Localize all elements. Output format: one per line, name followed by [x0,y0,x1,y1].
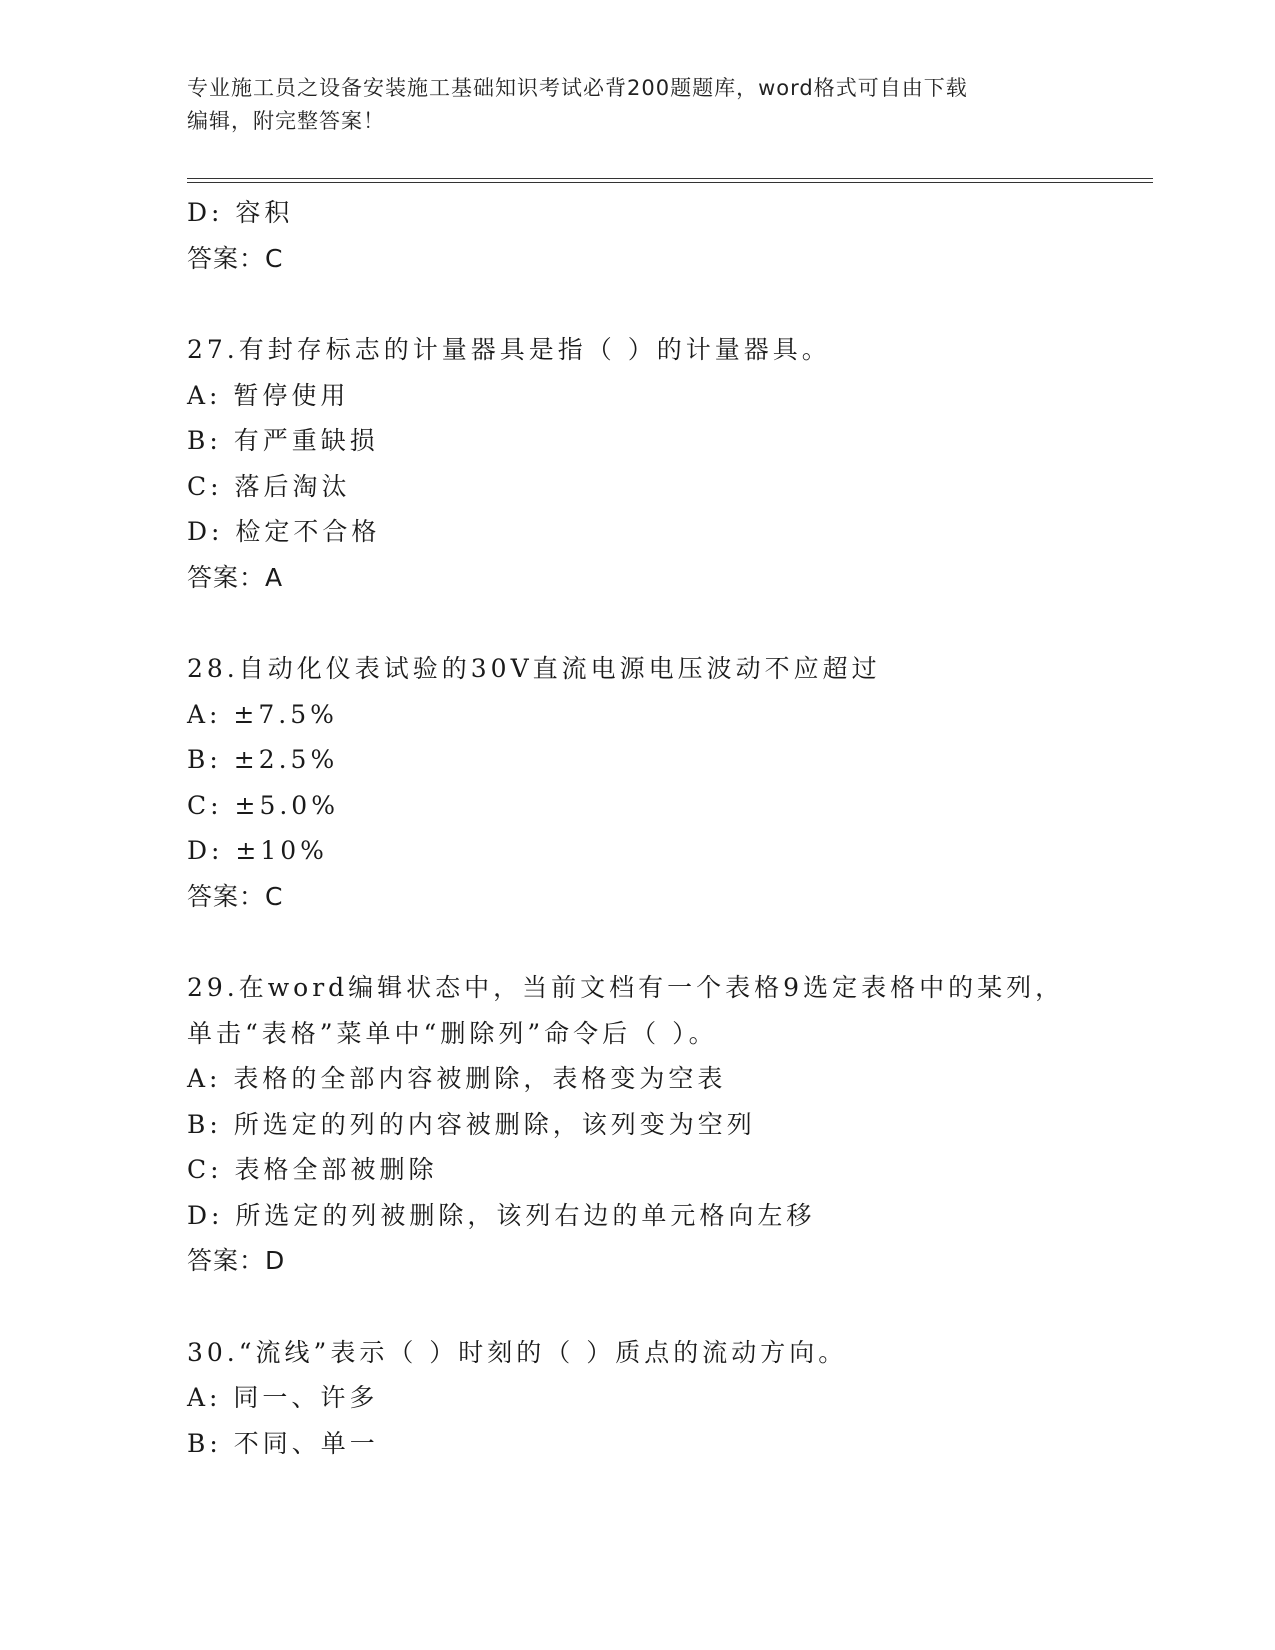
option-b: B: ±2.5% [187,745,339,774]
option-c: C: ±5.0% [187,790,339,820]
question-block [187,327,1153,600]
question-stem: 28.自动化仪表试验的30V直流电源电压波动不应超过 [187,654,881,683]
header-rule-top [187,178,1153,179]
question-stem: 29.在word编辑状态中，当前文档有一个表格9选定表格中的某列， [187,973,1065,1002]
option-b: B: 所选定的列的内容被删除，该列变为空列 [187,1109,756,1139]
question-stem: 27.有封存标志的计量器具是指（ ）的计量器具。 [187,335,831,364]
question-block [187,646,1153,919]
option-c: C: 表格全部被删除 [187,1155,438,1184]
option-b: B: 有严重缺损 [187,426,379,455]
option-d: D: 容积 [187,198,294,227]
option-d: D: ±10% [187,836,328,865]
answer-line: 答案：C [187,881,284,911]
option-a: A: 表格的全部内容被删除，表格变为空表 [187,1064,727,1093]
question-block [187,965,1153,1284]
option-a: A: 暂停使用 [187,380,350,410]
question-stem-continued: 单击“表格”菜单中“删除列”命令后（ ）。 [187,1018,718,1048]
option-d: D: 检定不合格 [187,517,381,546]
header-title-line-2: 编辑，附完整答案！ [187,109,385,133]
answer-line: 答案：A [187,562,284,592]
question-stem: 30.“流线”表示（ ）时刻的（ ）质点的流动方向。 [187,1337,848,1367]
answer-line: 答案：D [187,1246,286,1275]
option-a: A: 同一、许多 [187,1383,379,1412]
option-b: B: 不同、单一 [187,1428,379,1458]
option-a: A: ±7.5% [187,699,338,729]
page-header [187,72,1067,138]
option-c: C: 落后淘汰 [187,471,351,501]
question-block [187,190,1153,281]
header-title-line-1: 专业施工员之设备安装施工基础知识考试必背200题题库，word格式可自由下载 [187,76,968,100]
option-d: D: 所选定的列被删除，该列右边的单元格向左移 [187,1200,816,1230]
question-list [187,190,1153,1466]
header-rule-bottom [187,182,1153,183]
answer-line: 答案：C [187,243,284,273]
question-block [187,1330,1153,1467]
